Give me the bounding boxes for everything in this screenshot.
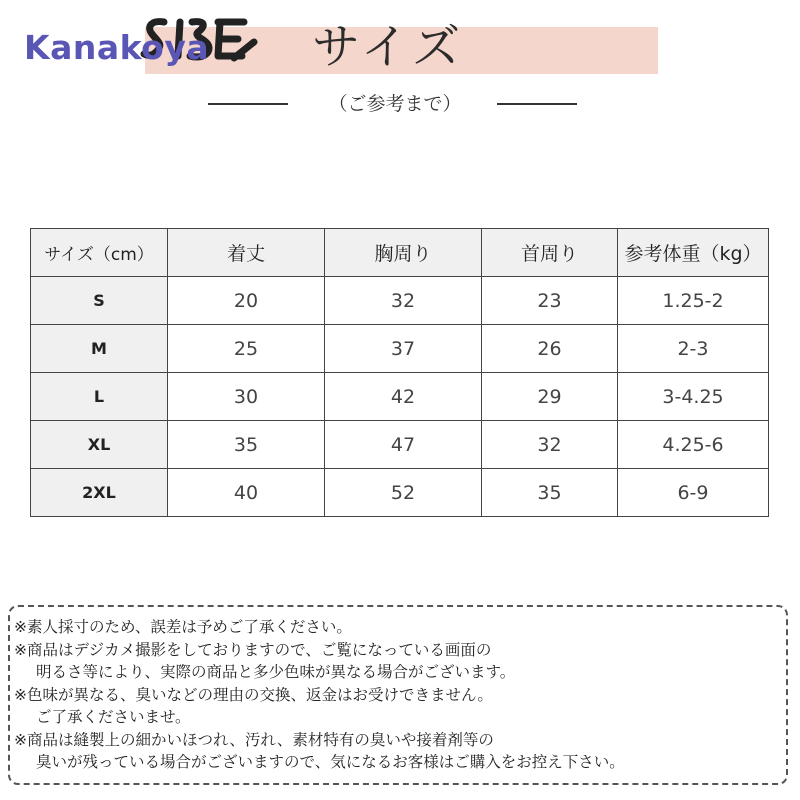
weight-value: 1.25-2 xyxy=(618,277,769,325)
size-chart-table xyxy=(30,228,769,517)
chest-value: 52 xyxy=(325,469,482,517)
header-length: 着丈 xyxy=(168,229,325,277)
note-line: ※商品は縫製上の細かいほつれ、汚れ、素材特有の臭いや接着剤等の xyxy=(14,730,494,749)
table-row xyxy=(31,421,769,469)
note-line: ご了承くださいませ。 xyxy=(36,708,191,726)
table-row xyxy=(31,469,769,517)
subtitle-rule-right xyxy=(497,103,577,105)
size-label: XL xyxy=(31,421,168,469)
subtitle-rule-left xyxy=(208,103,288,105)
neck-value: 29 xyxy=(482,373,618,421)
neck-value: 26 xyxy=(482,325,618,373)
note-line: ※商品はデジカメ撮影をしておりますので、ご覧になっている画面の xyxy=(14,640,492,659)
notes-box xyxy=(8,605,788,785)
size-label: 2XL xyxy=(31,469,168,517)
length-value: 40 xyxy=(168,469,325,517)
table-header-row xyxy=(31,229,769,277)
length-value: 25 xyxy=(168,325,325,373)
length-value: 20 xyxy=(168,277,325,325)
chest-value: 37 xyxy=(325,325,482,373)
note-line: ※素人採寸のため、誤差は予めご了承ください。 xyxy=(14,618,352,636)
neck-value: 32 xyxy=(482,421,618,469)
page-subtitle: （ご参考まで） xyxy=(328,93,462,115)
chest-value: 32 xyxy=(325,277,482,325)
weight-value: 2-3 xyxy=(618,325,769,373)
header-weight: 参考体重（kg） xyxy=(618,229,769,277)
length-value: 30 xyxy=(168,373,325,421)
table-row xyxy=(31,277,769,325)
size-label: S xyxy=(31,277,168,325)
chest-value: 47 xyxy=(325,421,482,469)
weight-value: 4.25-6 xyxy=(618,421,769,469)
note-line: 明るさ等により、実際の商品と多少色味が異なる場合がございます。 xyxy=(36,663,516,681)
length-value: 35 xyxy=(168,421,325,469)
size-label: M xyxy=(31,325,168,373)
note-line: 臭いが残っている場合がございますので、気になるお客様はご購入をお控え下さい。 xyxy=(36,753,625,771)
header-neck: 首周り xyxy=(482,229,618,277)
chest-value: 42 xyxy=(325,373,482,421)
weight-value: 3-4.25 xyxy=(618,373,769,421)
page-title: サイズ xyxy=(312,19,465,75)
size-label: L xyxy=(31,373,168,421)
header-size: サイズ（cm） xyxy=(31,229,168,277)
table-row xyxy=(31,325,769,373)
weight-value: 6-9 xyxy=(618,469,769,517)
table-row xyxy=(31,373,769,421)
neck-value: 35 xyxy=(482,469,618,517)
note-line: ※色味が異なる、臭いなどの理由の交換、返金はお受けできません。 xyxy=(14,685,493,704)
brand-name: Kanakoya xyxy=(24,28,210,67)
header-chest: 胸周り xyxy=(325,229,482,277)
neck-value: 23 xyxy=(482,277,618,325)
